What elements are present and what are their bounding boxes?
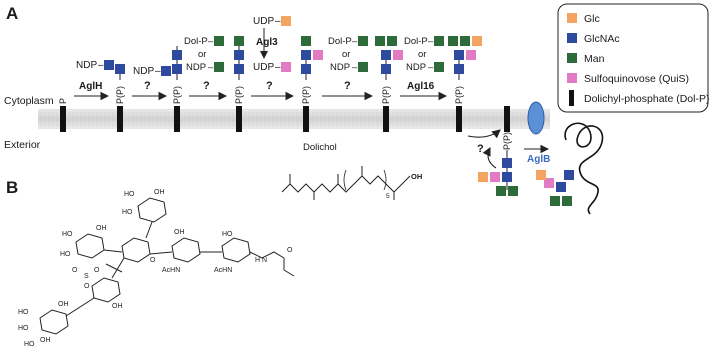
svg-text:UDP: UDP — [253, 62, 275, 73]
svg-text:NDP: NDP — [330, 62, 351, 73]
svg-text:OH: OH — [96, 225, 107, 232]
enzyme-agl16: Agl16 — [407, 81, 435, 92]
svg-text:P(P): P(P) — [454, 86, 464, 104]
legend-man: Man — [584, 53, 605, 65]
panel-label-b: B — [6, 178, 19, 197]
svg-text:OH: OH — [112, 303, 123, 310]
cytoplasm-label: Cytoplasm — [4, 95, 54, 107]
svg-text:NDP: NDP — [406, 62, 427, 73]
unknown-step-1: ? — [144, 80, 151, 92]
donor-stage2 — [133, 66, 171, 77]
svg-text:HO: HO — [24, 341, 35, 348]
svg-text:S: S — [84, 273, 89, 280]
svg-text:NDP: NDP — [133, 66, 155, 77]
unknown-step-4: ? — [344, 80, 351, 92]
svg-text:HO: HO — [60, 251, 71, 258]
svg-text:UDP: UDP — [253, 16, 275, 27]
svg-text:P(P): P(P) — [301, 86, 311, 104]
svg-text:P(P): P(P) — [234, 86, 244, 104]
svg-text:5: 5 — [386, 193, 390, 200]
legend-swatch-quis — [567, 73, 577, 83]
svg-text:H: H — [255, 257, 261, 264]
svg-text:P(P): P(P) — [115, 86, 125, 104]
svg-text:–: – — [428, 62, 434, 73]
svg-text:P: P — [58, 97, 68, 104]
svg-text:HO: HO — [222, 231, 233, 238]
legend-dolp: Dolichyl-phosphate (Dol-P) — [584, 93, 710, 105]
svg-text:–: – — [208, 36, 214, 47]
svg-text:Dol-P: Dol-P — [328, 36, 352, 47]
svg-text:HO: HO — [62, 231, 73, 238]
enzyme-agl3: Agl3 — [256, 37, 278, 48]
glycan-stage-1 — [115, 64, 125, 74]
unknown-step-3: ? — [266, 80, 273, 92]
exterior-label: Exterior — [4, 139, 41, 151]
legend — [558, 4, 709, 112]
enzyme-aglh: AglH — [79, 81, 103, 92]
svg-text:–: – — [352, 36, 358, 47]
svg-text:O: O — [287, 247, 293, 254]
panel-label-a: A — [6, 4, 19, 23]
glycan-stage-3 — [234, 36, 244, 74]
dolichol-structure — [282, 142, 422, 200]
svg-text:NDP: NDP — [76, 60, 98, 71]
svg-text:–: – — [98, 60, 104, 71]
unknown-step-flip: ? — [477, 143, 484, 155]
glycan-exterior-flipped — [478, 158, 518, 196]
legend-quis: Sulfoquinovose (QuiS) — [584, 73, 690, 85]
donor-agl16 — [404, 36, 444, 73]
svg-text:O: O — [150, 257, 156, 264]
structure-atom-labels — [18, 189, 293, 348]
glycoprotein-glycan — [536, 170, 574, 206]
glycan-stage-6 — [448, 36, 482, 74]
svg-text:OH: OH — [154, 189, 165, 196]
donor-stage5 — [328, 36, 368, 73]
legend-swatch-glc — [567, 13, 577, 23]
svg-text:P(P): P(P) — [502, 132, 512, 150]
donor-stage3 — [184, 36, 224, 73]
svg-text:Dol-P: Dol-P — [184, 36, 208, 47]
svg-text:NDP: NDP — [186, 62, 207, 73]
legend-swatch-glcnac — [567, 33, 577, 43]
unknown-step-2: ? — [203, 80, 210, 92]
svg-text:OH: OH — [58, 301, 69, 308]
glycan-stage-5 — [375, 36, 403, 74]
svg-text:O: O — [72, 267, 78, 274]
svg-text:P(P): P(P) — [172, 86, 182, 104]
svg-text:HO: HO — [18, 325, 29, 332]
svg-text:AcHN: AcHN — [162, 267, 181, 274]
svg-text:–: – — [208, 62, 214, 73]
svg-text:Dol-P: Dol-P — [404, 36, 428, 47]
svg-text:N: N — [262, 257, 268, 264]
glycan-stage-4 — [301, 36, 323, 74]
legend-swatch-man — [567, 53, 577, 63]
dolichol-label: Dolichol — [303, 142, 337, 153]
svg-text:–: – — [275, 16, 281, 27]
svg-text:OH: OH — [174, 229, 185, 236]
svg-text:–: – — [428, 36, 434, 47]
svg-text:OH: OH — [40, 337, 51, 344]
svg-text:–: – — [275, 62, 281, 73]
svg-text:–: – — [352, 62, 358, 73]
donor-aglh — [76, 60, 114, 71]
svg-text:O: O — [94, 267, 100, 274]
svg-text:or: or — [418, 49, 427, 60]
svg-text:or: or — [342, 49, 351, 60]
svg-text:AcHN: AcHN — [214, 267, 233, 274]
svg-text:P(P): P(P) — [381, 86, 391, 104]
svg-text:OH: OH — [411, 172, 423, 181]
aglb-enzyme — [528, 102, 544, 134]
svg-text:or: or — [198, 49, 207, 60]
reaction-arrows — [74, 96, 551, 168]
legend-swatch-dolp — [569, 90, 574, 106]
glycan-chemical-structure — [40, 198, 294, 334]
svg-text:HO: HO — [124, 191, 135, 198]
svg-text:HO: HO — [18, 309, 29, 316]
svg-text:O: O — [84, 283, 90, 290]
svg-text:HO: HO — [122, 209, 133, 216]
enzyme-aglb: AglB — [527, 154, 551, 165]
svg-text:–: – — [155, 66, 161, 77]
legend-glcnac: GlcNAc — [584, 33, 620, 45]
legend-glc: Glc — [584, 13, 600, 25]
membrane-texture — [38, 109, 550, 129]
